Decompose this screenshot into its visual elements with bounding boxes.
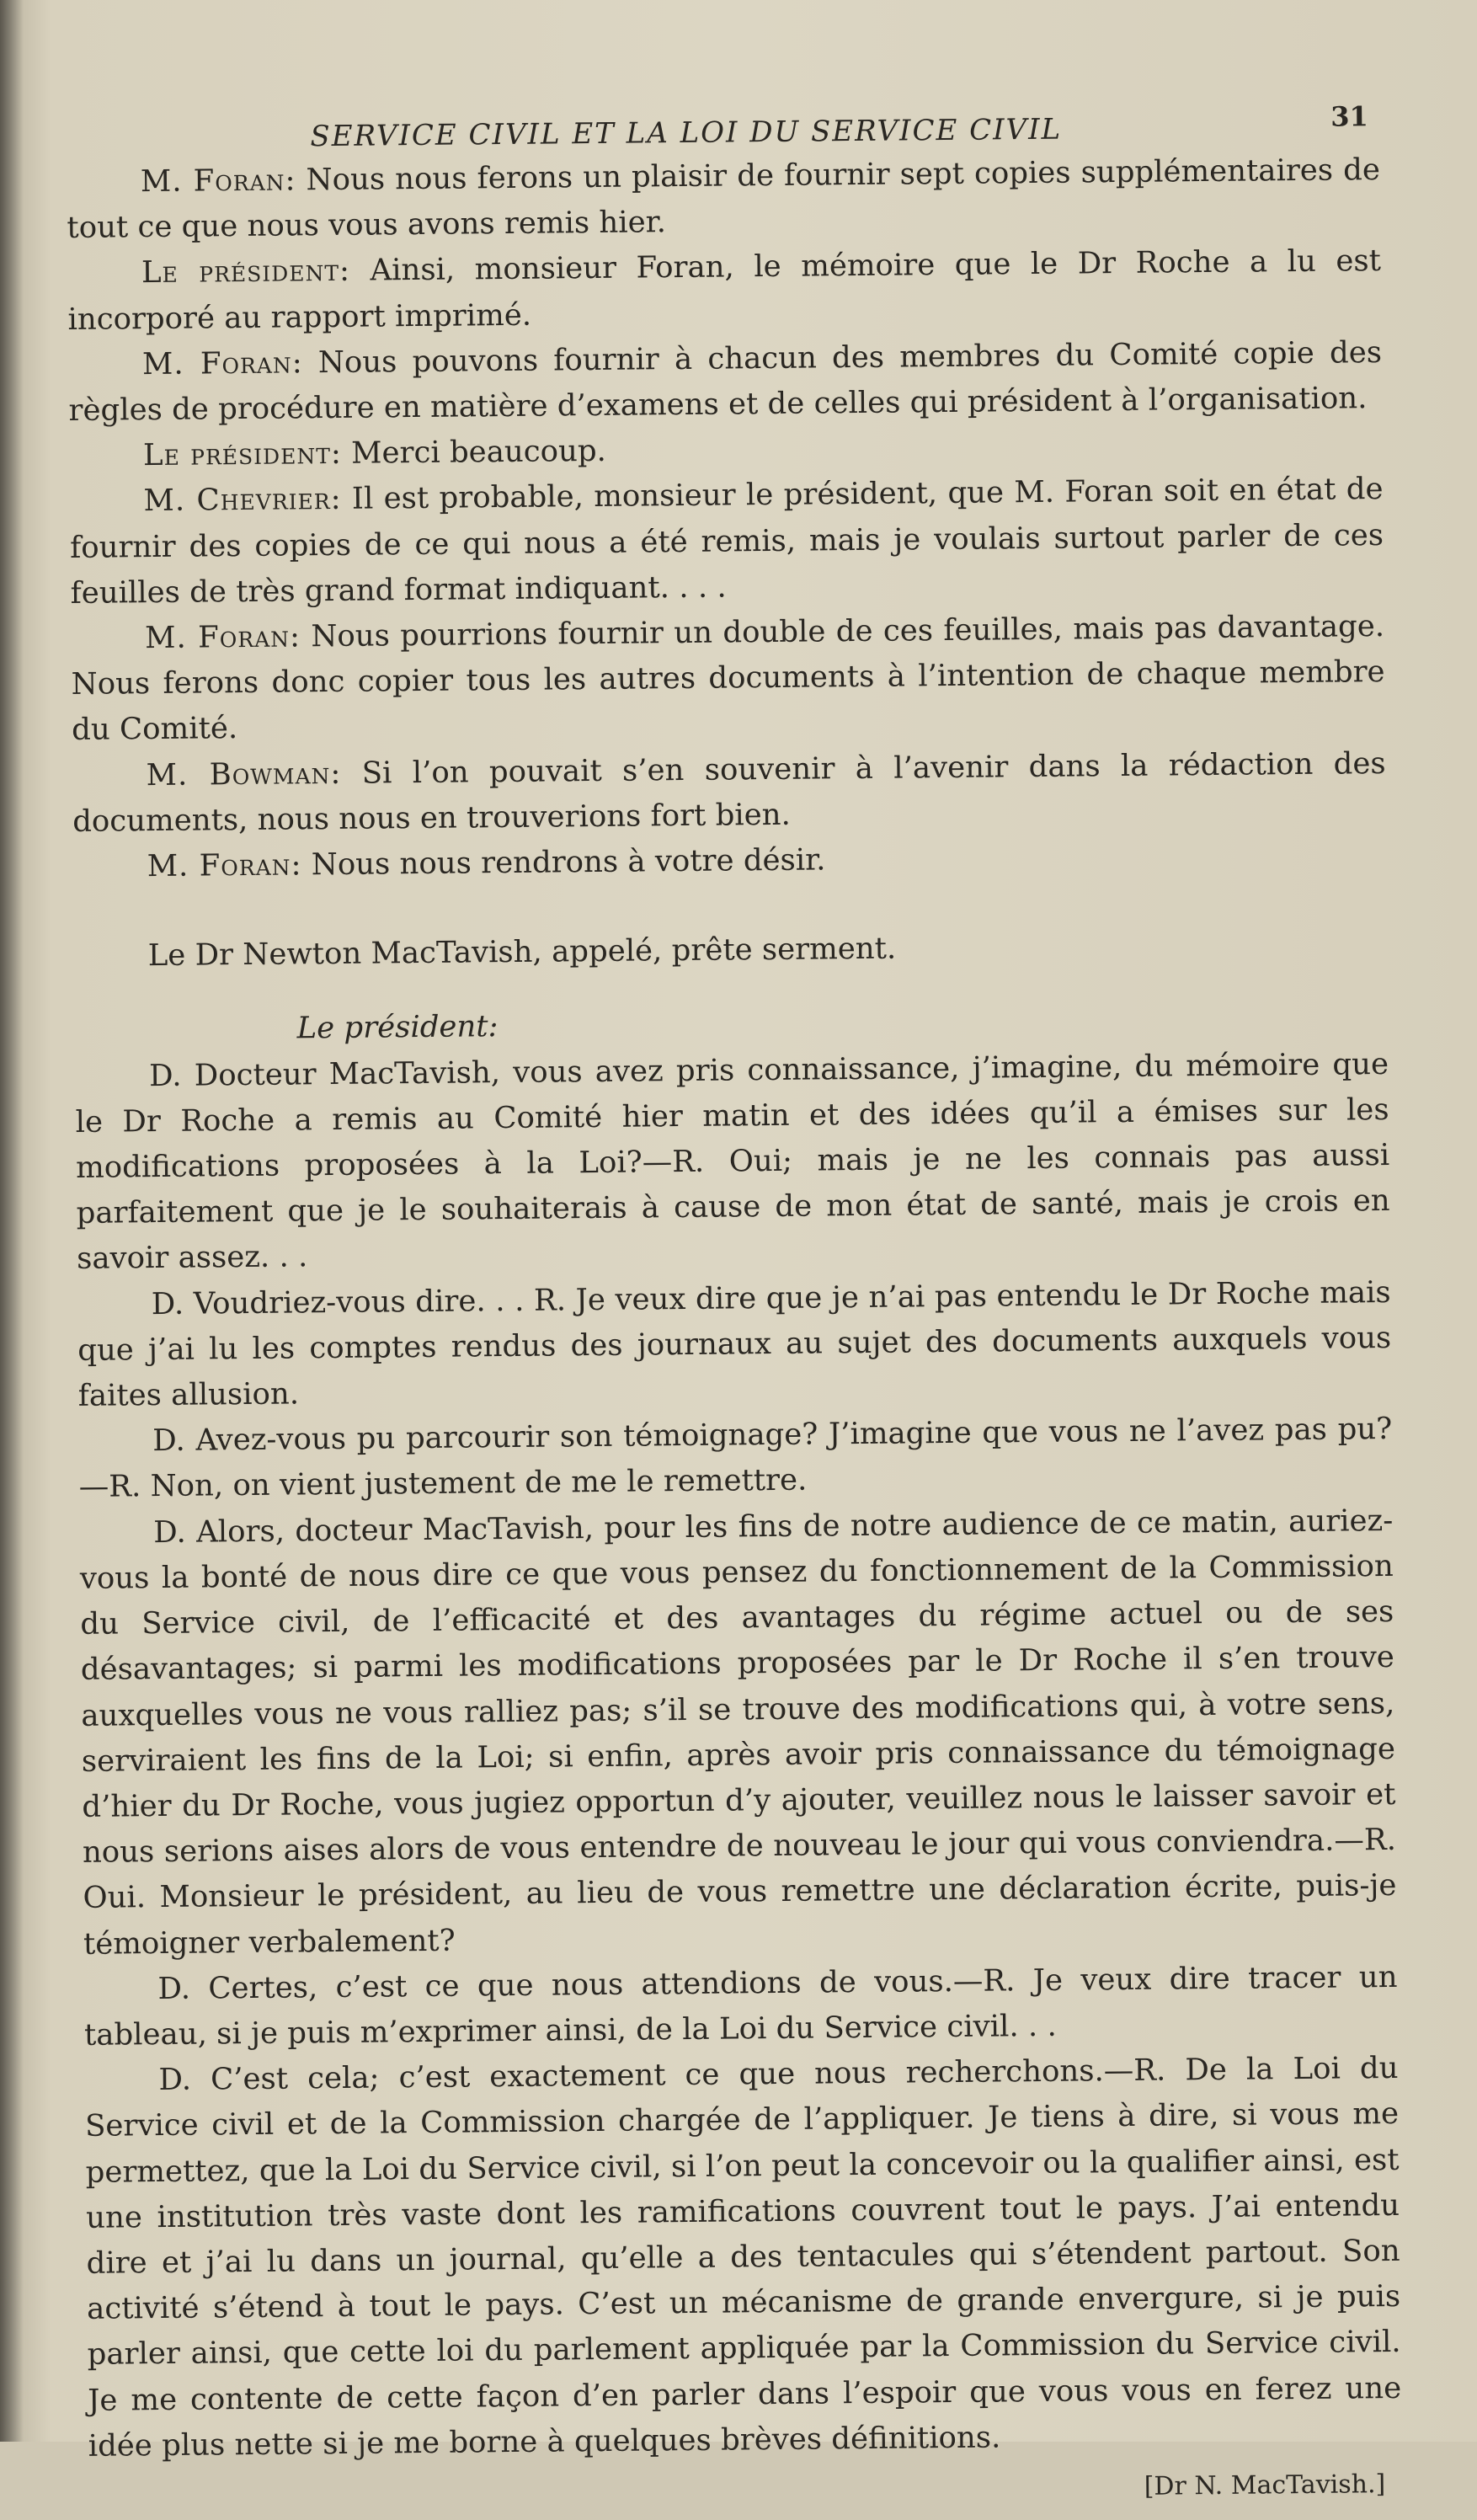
- exchange-paragraph: [71, 604, 1385, 754]
- signature-line: [Dr N. MacTavish.]: [1144, 2469, 1386, 2501]
- speaker: M. Bowman:: [146, 755, 342, 793]
- speech: Ainsi, monsieur Foran, le mémoire que le Dr Roche a lu est incorporé au rapport imprimé.: [67, 243, 1382, 337]
- exchange-paragraph: [69, 467, 1384, 617]
- speaker: M. Foran:: [144, 619, 301, 656]
- running-title: SERVICE CIVIL ET LA LOI DU SERVICE CIVIL: [310, 112, 1063, 154]
- page-number: 31: [1330, 100, 1368, 133]
- speech: Si l’on pouvait s’en souvenir à l’avenir dans la rédaction des documents, nous nous en trouverions fort bien.: [72, 745, 1386, 839]
- speech: Nous pourrions fournir un double de ces feuilles, mais pas davantage. Nous ferons donc copier tous les autres documents à l’intention de chaque membre du Comité.: [71, 609, 1385, 748]
- exchange-paragraph: [72, 741, 1386, 845]
- speaker: M. Foran:: [147, 847, 302, 884]
- qa-paragraph: D. Docteur MacTavish, vous avez pris connaissance, j’imagine, du mémoire que le Dr Roche a remis au Comité hier matin et des idées qu’il a émises sur les modifications proposées à la Loi?—R. Oui; mais je ne les connais pas aussi parfaitement que je le souhaiterais à cause de mon état de santé, mais je crois en savoir assez. . .: [75, 1046, 1390, 1277]
- speaker: Le président:: [141, 254, 351, 291]
- speaker: M. Chevrier:: [143, 482, 342, 519]
- exchange-paragraph: [67, 147, 1381, 251]
- speech: Merci beaucoup.: [341, 434, 607, 472]
- qa-paragraph: D. Alors, docteur MacTavish, pour les fins de notre audience de ce matin, auriez-vous la bonté de nous dire ce que vous pensez du fonctionnement de la Commission du Service civil, de l’efficacité et des avantages du régime actuel ou de ses désavantages; si parmi les modifications proposées par le Dr Roche il s’en trouve auxquelles vous ne vous ralliez pas; s’il se trouve des modifications qui, à votre sens, serviraient les fins de la Loi; si enfin, après avoir pris connaissance du témoignage d’hier du Dr Roche, vous jugiez opportun d’y ajouter, veuillez nous le laisser savoir et nous serions aises alors de vous entendre de nouveau le jour qui vous conviendra.—R. Oui. Monsieur le président, au lieu de vous remettre une déclaration écrite, puis-je témoigner verbalement?: [79, 1503, 1397, 1962]
- exchange-paragraph: [67, 238, 1382, 342]
- speaker: M. Foran:: [140, 163, 296, 200]
- speaker: Le président:: [142, 436, 343, 473]
- speech: Il est probable, monsieur le président, que M. Foran soit en état de fournir des copies de ce qui nous a été remis, mais je voulais surtout parler de ces feuilles de très grand format indiquant. . . .: [69, 472, 1384, 611]
- running-head: [66, 88, 1380, 160]
- questioner-label: Le président:: [296, 1009, 499, 1046]
- qa-paragraph: D. Avez-vous pu parcourir son témoignage? J’imagine que vous ne l’avez pas pu?—R. Non, on vient justement de me le remettre.: [78, 1412, 1393, 1505]
- qa-paragraph: D. Voudriez-vous dire. . . R. Je veux dire que je n’ai pas entendu le Dr Roche mais que j’ai lu les comptes rendus des journaux au sujet des documents auxquels vous faites allusion.: [77, 1274, 1392, 1414]
- exchange-paragraph: [68, 330, 1383, 434]
- speech: Nous nous rendrons à votre désir.: [301, 842, 826, 883]
- qa-paragraph: D. C’est cela; c’est exactement ce que nous recherchons.—R. De la Loi du Service civil et de la Commission chargée de l’appliquer. Je tiens à dire, si vous me permettez, que la Loi du Service civil, si l’on peut la concevoir ou la qualifier ainsi, est une institution très vaste dont les ramifications couvrent tout le pays. J’ai entendu dire et j’ai lu dans un journal, qu’elle a des tentacules qui s’étendent partout. Son activité s’étend à tout le pays. C’est un mécanisme de grande envergure, si je puis parler ainsi, que cette loi du parlement appliquée par la Commission du Service civil. Je me contente de cette façon d’en parler dans l’espoir que vous vous en ferez une idée plus nette si je me borne à quelques brèves définitions.: [84, 2051, 1402, 2464]
- speaker: M. Foran:: [141, 345, 303, 382]
- speech: Nous pouvons fournir à chacun des membres du Comité copie des règles de procédure en matière d’examens et de celles qui président à l’organisation.: [68, 334, 1383, 428]
- page-text: [66, 88, 1402, 2520]
- speech: Nous nous ferons un plaisir de fournir sept copies supplémentaires de tout ce que nous vous avons remis hier.: [67, 152, 1381, 246]
- witness-intro: Le Dr Newton MacTavish, appelé, prête serment.: [147, 931, 897, 974]
- qa-paragraph: D. Certes, c’est ce que nous attendions de vous.—R. Je veux dire tracer un tableau, si je puis m’exprimer ainsi, de la Loi du Service civil. . .: [83, 1959, 1398, 2053]
